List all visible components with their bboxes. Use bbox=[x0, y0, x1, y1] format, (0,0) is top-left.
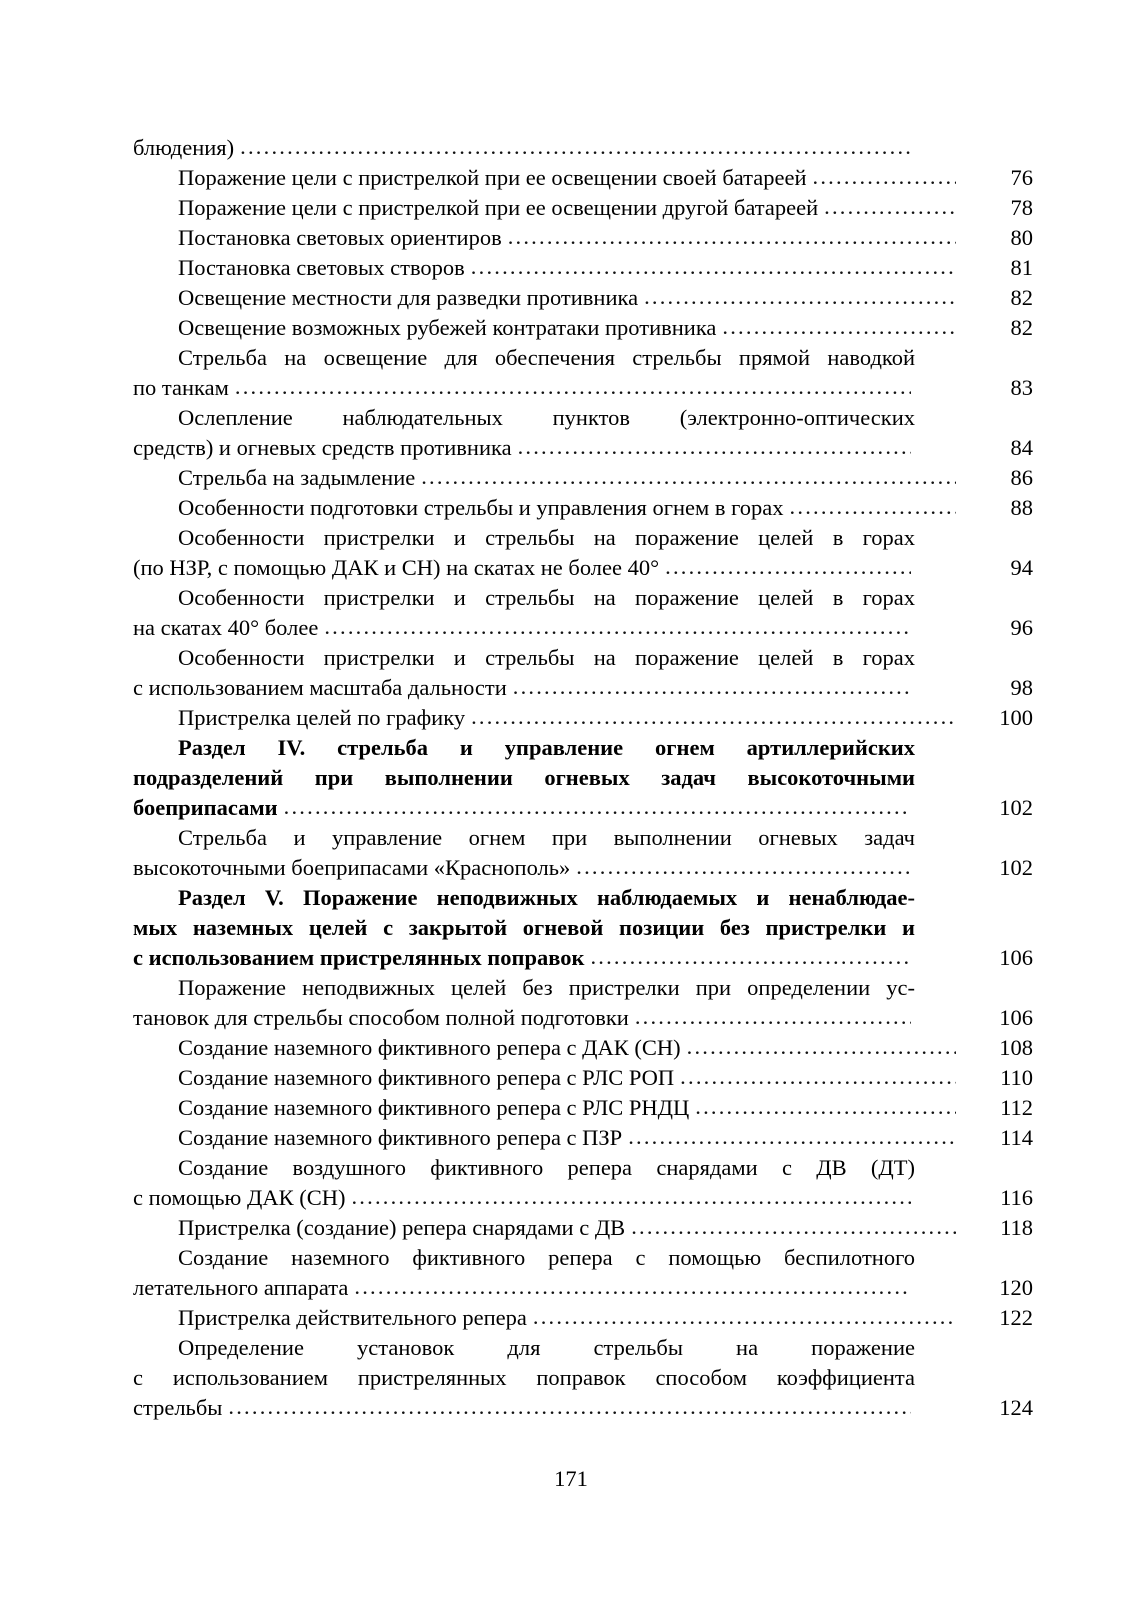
toc-entry-line: Раздел V. Поражение неподвижных наблюдаемых и ненаблюдае- bbox=[178, 885, 915, 910]
toc-entry-line: Особенности пристрелки и стрельбы на поражение целей в горах bbox=[178, 585, 915, 610]
toc-entry-label: с использованием пристрелянных поправок bbox=[133, 945, 585, 970]
toc-entry-label: тановок для стрельбы способом полной подготовки bbox=[133, 1005, 629, 1030]
toc-entry[interactable] bbox=[133, 823, 1033, 883]
toc-entry-label: Освещение возможных рубежей контратаки противника bbox=[178, 315, 717, 340]
toc-entry[interactable] bbox=[133, 1303, 1033, 1333]
toc-entry-last-line bbox=[133, 1393, 915, 1423]
dot-leader bbox=[628, 1122, 956, 1152]
dot-leader bbox=[324, 612, 911, 642]
toc-entry-text bbox=[133, 643, 915, 673]
toc-entry[interactable] bbox=[133, 1063, 1033, 1093]
toc-entry-last-line bbox=[133, 1033, 960, 1063]
toc-entry[interactable] bbox=[133, 583, 1033, 643]
dot-leader bbox=[824, 192, 956, 222]
toc-entry-last-line bbox=[133, 613, 915, 643]
toc-entry-label: высокоточными боеприпасами «Краснополь» bbox=[133, 855, 571, 880]
toc-entry-last-line bbox=[133, 1213, 960, 1243]
toc-entry-last-line bbox=[133, 673, 915, 703]
toc-page-number: 76 bbox=[1010, 165, 1033, 190]
toc-entry-line: Стрельба и управление огнем при выполнении огневых задач bbox=[178, 825, 915, 850]
toc-entry[interactable] bbox=[133, 343, 1033, 403]
toc-entry-label: средств) и огневых средств противника bbox=[133, 435, 512, 460]
toc-entry-last-line bbox=[133, 943, 915, 973]
toc-entry-last-line bbox=[133, 463, 960, 493]
toc-entry-label: Освещение местности для разведки противника bbox=[178, 285, 639, 310]
toc-entry-line: Особенности пристрелки и стрельбы на поражение целей в горах bbox=[178, 645, 915, 670]
toc-entry[interactable] bbox=[133, 493, 1033, 523]
toc-page-number: 106 bbox=[999, 1005, 1033, 1030]
toc-entry-line: Ослепление наблюдательных пунктов (электронно-оптических bbox=[178, 405, 915, 430]
toc-entry-label: (по НЗР, с помощью ДАК и СН) на скатах не более 40° bbox=[133, 555, 660, 580]
toc-entry[interactable] bbox=[133, 313, 1033, 343]
toc-entry-label: с помощью ДАК (СН) bbox=[133, 1185, 346, 1210]
dot-leader bbox=[695, 1092, 956, 1122]
toc-entry-last-line bbox=[133, 1093, 960, 1123]
table-of-contents bbox=[133, 133, 1033, 1423]
toc-page-number: 116 bbox=[1000, 1185, 1033, 1210]
toc-page-number: 122 bbox=[999, 1305, 1033, 1330]
toc-entry-last-line bbox=[133, 1273, 915, 1303]
dot-leader bbox=[513, 672, 911, 702]
page-folio: 171 bbox=[554, 1466, 588, 1491]
toc-page-number: 110 bbox=[1000, 1065, 1033, 1090]
toc-entry-line: Стрельба на освещение для обеспечения стрельбы прямой наводкой bbox=[178, 345, 915, 370]
toc-entry-text bbox=[133, 973, 915, 1003]
dot-leader bbox=[644, 282, 956, 312]
toc-page-number: 96 bbox=[1010, 615, 1033, 640]
toc-entry-text bbox=[133, 883, 915, 943]
toc-entry[interactable] bbox=[133, 1333, 1033, 1423]
toc-entry-line: Создание воздушного фиктивного репера снарядами с ДВ (ДТ) bbox=[178, 1155, 915, 1180]
toc-entry[interactable] bbox=[133, 883, 1033, 973]
toc-entry-label: Пристрелка (создание) репера снарядами с ДВ bbox=[178, 1215, 626, 1240]
toc-entry-label: Постановка световых ориентиров bbox=[178, 225, 502, 250]
toc-entry-last-line bbox=[133, 553, 915, 583]
toc-entry[interactable] bbox=[133, 1213, 1033, 1243]
toc-entry-text bbox=[133, 343, 915, 373]
toc-page-number: 108 bbox=[999, 1035, 1033, 1060]
dot-leader bbox=[665, 552, 911, 582]
toc-entry-last-line bbox=[133, 433, 915, 463]
toc-entry[interactable] bbox=[133, 523, 1033, 583]
toc-entry[interactable] bbox=[133, 133, 971, 163]
toc-entry-label: Создание наземного фиктивного репера с РЛС РОП bbox=[178, 1065, 675, 1090]
toc-entry-label: Стрельба на задымление bbox=[178, 465, 416, 490]
toc-page-number: 102 bbox=[999, 795, 1033, 820]
dot-leader bbox=[351, 1182, 911, 1212]
dot-leader bbox=[508, 222, 956, 252]
toc-entry-text bbox=[133, 1333, 915, 1393]
toc-entry-label: боеприпасами bbox=[133, 795, 278, 820]
toc-page-number: 80 bbox=[1010, 225, 1033, 250]
toc-entry[interactable] bbox=[133, 193, 1033, 223]
toc-entry-label: Создание наземного фиктивного репера с ДАК (СН) bbox=[178, 1035, 681, 1060]
toc-page-number: 100 bbox=[999, 705, 1033, 730]
toc-entry[interactable] bbox=[133, 463, 1033, 493]
toc-entry-last-line bbox=[133, 223, 960, 253]
toc-entry[interactable] bbox=[133, 1243, 1033, 1303]
toc-entry-last-line bbox=[133, 1063, 960, 1093]
toc-page-number: 83 bbox=[1010, 375, 1033, 400]
toc-page-number: 84 bbox=[1010, 435, 1033, 460]
dot-leader bbox=[533, 1302, 956, 1332]
toc-entry-last-line bbox=[133, 163, 960, 193]
toc-page-number: 98 bbox=[1010, 675, 1033, 700]
toc-page-number: 106 bbox=[999, 945, 1033, 970]
toc-entry-last-line bbox=[133, 1183, 915, 1213]
toc-entry-text bbox=[133, 823, 915, 853]
toc-entry-label: с использованием масштаба дальности bbox=[133, 675, 507, 700]
toc-page-number: 82 bbox=[1010, 285, 1033, 310]
toc-entry[interactable] bbox=[133, 223, 1033, 253]
dot-leader bbox=[590, 942, 911, 972]
toc-entry[interactable] bbox=[133, 703, 1033, 733]
toc-page-number: 102 bbox=[999, 855, 1033, 880]
toc-entry-last-line bbox=[133, 1123, 960, 1153]
toc-entry[interactable] bbox=[133, 1153, 1033, 1213]
toc-page-number: 88 bbox=[1010, 495, 1033, 520]
toc-entry-label: Пристрелка целей по графику bbox=[178, 705, 466, 730]
toc-entry-last-line bbox=[133, 283, 960, 313]
toc-entry-text bbox=[133, 523, 915, 553]
toc-entry-line: мых наземных целей с закрытой огневой позиции без пристрелки и bbox=[133, 915, 915, 940]
toc-entry-text bbox=[133, 583, 915, 613]
toc-page-number: 114 bbox=[1000, 1125, 1033, 1150]
toc-entry-label: Постановка световых створов bbox=[178, 255, 465, 280]
dot-leader bbox=[722, 312, 956, 342]
toc-entry-label: Поражение цели с пристрелкой при ее освещении своей батареей bbox=[178, 165, 807, 190]
toc-entry-line: Особенности пристрелки и стрельбы на поражение целей в горах bbox=[178, 525, 915, 550]
dot-leader bbox=[471, 702, 956, 732]
toc-entry[interactable] bbox=[133, 733, 1033, 823]
toc-entry[interactable] bbox=[133, 163, 1033, 193]
toc-entry[interactable] bbox=[133, 253, 1033, 283]
toc-entry-label: Создание наземного фиктивного репера с ПЗР bbox=[178, 1125, 623, 1150]
toc-entry-label: Поражение цели с пристрелкой при ее освещении другой батареей bbox=[178, 195, 819, 220]
toc-entry-last-line bbox=[133, 313, 960, 343]
dot-leader bbox=[471, 252, 956, 282]
toc-entry-text bbox=[133, 1153, 915, 1183]
dot-leader bbox=[228, 1392, 911, 1422]
toc-entry-label: Пристрелка действительного репера bbox=[178, 1305, 527, 1330]
toc-entry-last-line bbox=[133, 1303, 960, 1333]
toc-page-number: 120 bbox=[999, 1275, 1033, 1300]
toc-entry-text bbox=[133, 403, 915, 433]
toc-page-number: 118 bbox=[1000, 1215, 1033, 1240]
dot-leader bbox=[680, 1062, 956, 1092]
toc-page-number: 94 bbox=[1010, 555, 1033, 580]
toc-entry-label: Особенности подготовки стрельбы и управления огнем в горах bbox=[178, 495, 784, 520]
toc-entry-label: Создание наземного фиктивного репера с РЛС РНДЦ bbox=[178, 1095, 690, 1120]
dot-leader bbox=[518, 432, 911, 462]
dot-leader bbox=[813, 162, 956, 192]
toc-entry-text bbox=[133, 1243, 915, 1273]
toc-entry-label: стрельбы bbox=[133, 1395, 223, 1420]
toc-page-number: 78 bbox=[1010, 195, 1033, 220]
dot-leader bbox=[790, 492, 956, 522]
toc-page-number: 112 bbox=[1000, 1095, 1033, 1120]
toc-entry-line: Раздел IV. стрельба и управление огнем артиллерийских bbox=[178, 735, 915, 760]
dot-leader bbox=[284, 792, 911, 822]
toc-entry-line: Поражение неподвижных целей без пристрелки при определении ус- bbox=[178, 975, 915, 1000]
toc-entry[interactable] bbox=[133, 1033, 1033, 1063]
toc-entry-line: с использованием пристрелянных поправок способом коэффициента bbox=[133, 1365, 915, 1390]
toc-page-number: 124 bbox=[999, 1395, 1033, 1420]
dot-leader bbox=[687, 1032, 956, 1062]
toc-entry-last-line bbox=[133, 793, 915, 823]
dot-leader bbox=[421, 462, 956, 492]
toc-entry[interactable] bbox=[133, 1123, 1033, 1153]
toc-entry-last-line bbox=[133, 193, 960, 223]
dot-leader bbox=[354, 1272, 911, 1302]
toc-entry[interactable] bbox=[133, 973, 1033, 1033]
toc-entry[interactable] bbox=[133, 283, 1033, 313]
toc-page-number: 81 bbox=[1010, 255, 1033, 280]
toc-entry[interactable] bbox=[133, 403, 1033, 463]
toc-entry-label: на скатах 40° более bbox=[133, 615, 319, 640]
toc-entry-line: Определение установок для стрельбы на поражение bbox=[178, 1335, 915, 1360]
toc-entry[interactable] bbox=[133, 1093, 1033, 1123]
toc-entry-label: по танкам bbox=[133, 375, 229, 400]
toc-entry-text bbox=[133, 733, 915, 793]
toc-page-number: 82 bbox=[1010, 315, 1033, 340]
toc-entry-last-line bbox=[133, 493, 960, 523]
toc-entry-last-line bbox=[133, 253, 960, 283]
toc-entry-label: летательного аппарата bbox=[133, 1275, 349, 1300]
toc-entry-last-line bbox=[133, 373, 915, 403]
dot-leader bbox=[235, 372, 911, 402]
toc-entry-label: блюдения) bbox=[133, 135, 235, 160]
dot-leader bbox=[631, 1212, 956, 1242]
toc-entry[interactable] bbox=[133, 643, 1033, 703]
dot-leader bbox=[635, 1002, 911, 1032]
toc-entry-last-line bbox=[133, 703, 960, 733]
dot-leader bbox=[240, 132, 911, 162]
dot-leader bbox=[576, 852, 911, 882]
toc-entry-last-line bbox=[133, 1003, 915, 1033]
toc-page-number: 86 bbox=[1010, 465, 1033, 490]
toc-entry-last-line bbox=[133, 133, 915, 163]
toc-entry-last-line bbox=[133, 853, 915, 883]
toc-entry-line: Создание наземного фиктивного репера с помощью беспилотного bbox=[178, 1245, 915, 1270]
toc-entry-line: подразделений при выполнении огневых задач высокоточными bbox=[133, 765, 915, 790]
